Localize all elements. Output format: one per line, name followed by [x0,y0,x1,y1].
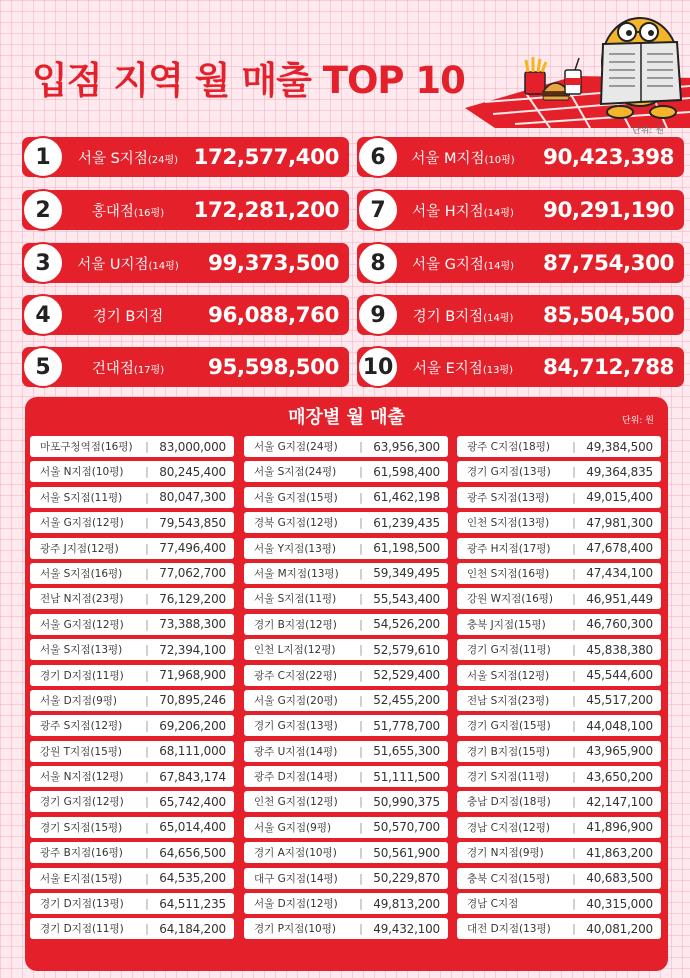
table-row [244,487,448,508]
table-row [30,817,234,838]
divider: | [145,795,149,809]
divider: | [572,820,576,834]
store-name: 서울 E지점(15평) [40,872,123,885]
divider: | [145,820,149,834]
store-name: 경북 G지점(12평) [254,517,338,530]
divider: | [359,795,363,809]
divider: | [359,592,363,606]
store-revenue: 83,000,000 [159,439,226,454]
rank-revenue: 99,373,500 [207,250,339,276]
store-revenue: 80,245,400 [159,464,226,479]
store-revenue: 51,655,300 [373,744,440,759]
divider: | [572,795,576,809]
table-row [457,893,661,914]
store-revenue: 43,965,900 [586,744,653,759]
table-row [244,690,448,711]
table-row [244,588,448,609]
divider: | [572,846,576,860]
store-name: 경기 D지점(13평) [40,898,124,911]
table-row [457,690,661,711]
table-row [457,817,661,838]
table-row [244,461,448,482]
store-name: 서울 N지점(12평) [40,771,124,784]
store-name: 서울 S지점(13평) [40,644,123,657]
store-revenue: 52,579,610 [373,642,440,657]
table-row [244,791,448,812]
store-name: 서울 G지점(15평) [254,491,338,504]
store-name: 광주 D지점(14평) [254,771,338,784]
store-name: 경기 P지점(10평) [254,923,336,936]
store-revenue: 51,111,500 [373,769,440,784]
divider: | [572,440,576,453]
store-revenue: 45,838,380 [586,642,653,657]
table-row [244,893,448,914]
divider: | [145,541,149,555]
store-name: 충남 D지점(18평) [467,796,551,809]
table-row [30,665,234,686]
rank-store-name: 건대점(17평) [91,360,165,377]
store-revenue: 40,081,200 [586,921,653,936]
store-name: 광주 C지점(22평) [254,669,337,682]
store-name: 전남 S지점(23평) [467,694,550,707]
rank-revenue: 95,598,500 [207,354,339,380]
store-name: 서울 S지점(16평) [40,567,123,580]
table-row [30,563,234,584]
rank-revenue: 90,423,398 [542,144,674,170]
divider: | [359,465,363,479]
table-row [457,842,661,863]
rank-badge: 1 [22,136,64,178]
store-name: 대전 D지점(13평) [467,923,551,936]
rank-badge: 3 [22,242,64,284]
rank-badge: 9 [357,294,399,336]
divider: | [572,490,576,504]
store-revenue: 49,813,200 [373,896,440,911]
store-name: 대구 G지점(14평) [254,872,338,885]
rank-badge: 5 [22,346,64,388]
table-row [244,868,448,889]
store-name: 경기 D지점(11평) [40,923,124,936]
table-row [244,842,448,863]
divider: | [145,490,149,504]
divider: | [572,617,576,631]
divider: | [359,846,363,860]
store-revenue: 41,896,900 [586,820,653,835]
table-row [244,817,448,838]
store-name: 마포구청역점(16평) [40,441,133,453]
divider: | [145,592,149,606]
divider: | [145,516,149,530]
store-name: 서울 M지점(13평) [254,567,339,580]
table-row [457,918,661,939]
top10-ranking [22,137,674,389]
page-title: 입점 지역 월 매출 TOP 10 [32,59,465,102]
table-row [30,538,234,559]
divider: | [359,922,363,936]
rank-revenue: 96,088,760 [207,302,339,328]
store-revenue: 50,990,375 [373,794,440,809]
store-name: 경기 S지점(15평) [40,821,123,834]
rank-store-name: 서울 S지점(24평) [77,150,179,167]
divider: | [359,897,363,911]
store-revenue: 61,598,400 [373,464,440,479]
divider: | [145,566,149,580]
divider: | [359,693,363,707]
divider: | [145,744,149,758]
rank-revenue: 84,712,788 [542,354,674,380]
store-name: 서울 G지점(24평) [254,441,338,453]
divider: | [572,465,576,479]
store-name: 서울 S지점(24평) [254,466,337,479]
table-row [457,868,661,889]
table-row [244,665,448,686]
store-revenue: 67,843,174 [159,769,226,784]
store-revenue: 64,511,235 [159,896,226,911]
divider: | [359,719,363,733]
store-revenue: 47,434,100 [586,566,653,581]
rank-store-name: 서울 U지점(14평) [77,256,179,273]
table-row [457,639,661,660]
store-revenue: 65,014,400 [159,820,226,835]
store-revenue: 51,778,700 [373,718,440,733]
table-row [30,741,234,762]
store-revenue: 44,048,100 [586,718,653,733]
revenue-column [244,436,448,944]
table-row [30,791,234,812]
store-revenue: 64,535,200 [159,871,226,886]
table-row [244,538,448,559]
divider: | [572,592,576,606]
table-row [244,766,448,787]
divider: | [572,541,576,555]
divider: | [359,668,363,682]
divider: | [572,566,576,580]
store-name: 전남 N지점(23평) [40,593,124,606]
store-name: 광주 S지점(13평) [467,491,550,504]
divider: | [359,617,363,631]
store-name: 강원 T지점(15평) [40,745,123,758]
store-name: 서울 S지점(11평) [254,593,337,606]
store-revenue: 46,760,300 [586,617,653,632]
rank-card [22,243,349,283]
store-name: 경기 B지점(12평) [254,618,337,631]
divider: | [145,770,149,784]
store-revenue: 40,315,000 [586,896,653,911]
rank-revenue: 172,281,200 [193,197,339,223]
store-revenue: 42,147,100 [586,794,653,809]
divider: | [572,770,576,784]
store-name: 인천 L지점(12평) [254,644,336,657]
divider: | [572,744,576,758]
rank-card [357,347,684,387]
store-name: 충북 J지점(15평) [467,618,546,631]
store-revenue: 63,956,300 [373,439,440,454]
table-row [30,639,234,660]
rank-store-name: 경기 B지점 [92,308,164,325]
store-revenue: 76,129,200 [159,591,226,606]
table-row [244,512,448,533]
rank-card [357,137,684,177]
revenue-column [457,436,661,944]
rank-card [357,243,684,283]
table-row [244,741,448,762]
unit-label: 단위: 원 [632,126,664,136]
table-row [457,614,661,635]
store-name: 광주 C지점(18평) [467,441,550,453]
divider: | [145,871,149,885]
store-name: 서울 G지점(9평) [254,821,332,834]
table-row [30,436,234,457]
table-row [457,487,661,508]
table-row [457,715,661,736]
divider: | [145,617,149,631]
table-row [30,512,234,533]
table-row [30,842,234,863]
table-row [244,436,448,457]
divider: | [145,922,149,936]
rank-card [357,190,684,230]
divider: | [359,541,363,555]
rank-badge: 8 [357,242,399,284]
table-row [457,741,661,762]
table-row [457,512,661,533]
mascot-reading-newspaper-illustration [455,0,690,128]
store-revenue: 47,981,300 [586,515,653,530]
store-revenue: 80,047,300 [159,490,226,505]
store-revenue: 41,863,200 [586,845,653,860]
divider: | [359,643,363,657]
divider: | [145,668,149,682]
rank-badge: 7 [357,189,399,231]
store-revenue: 49,432,100 [373,921,440,936]
rank-store-name: 서울 E지점(13평) [413,360,513,377]
store-revenue: 47,678,400 [586,541,653,556]
store-name: 경기 A지점(10평) [254,847,337,860]
divider: | [572,719,576,733]
store-name: 인천 G지점(12평) [254,796,338,809]
table-row [30,487,234,508]
store-revenue: 65,742,400 [159,794,226,809]
divider: | [359,566,363,580]
store-revenue: 50,561,900 [373,845,440,860]
store-revenue: 61,239,435 [373,515,440,530]
divider: | [145,846,149,860]
divider: | [359,490,363,504]
rank-store-name: 서울 M지점(10평) [411,150,515,167]
store-revenue: 71,968,900 [159,668,226,683]
divider: | [572,643,576,657]
store-name: 서울 G지점(12평) [40,618,124,631]
rank-revenue: 85,504,500 [542,302,674,328]
rank-revenue: 172,577,400 [193,144,339,170]
store-revenue: 64,184,200 [159,921,226,936]
panel-unit-label: 단위: 원 [622,416,654,426]
divider: | [145,465,149,479]
table-row [244,918,448,939]
store-revenue: 40,683,500 [586,871,653,886]
store-revenue: 61,198,500 [373,541,440,556]
divider: | [359,820,363,834]
divider: | [145,693,149,707]
table-row [457,791,661,812]
store-revenue: 46,951,449 [586,591,653,606]
store-name: 경기 S지점(11평) [467,771,550,784]
store-revenue: 52,455,200 [373,693,440,708]
rank-card [22,295,349,335]
rank-badge: 10 [357,346,399,388]
table-row [457,588,661,609]
store-name: 경기 B지점(15평) [467,745,550,758]
revenue-column [30,436,234,944]
store-name: 서울 G지점(12평) [40,517,124,530]
divider: | [572,871,576,885]
divider: | [572,516,576,530]
store-name: 서울 N지점(10평) [40,466,124,479]
store-revenue: 50,229,870 [373,871,440,886]
store-name: 서울 D지점(9평) [40,694,118,707]
table-row [457,766,661,787]
store-revenue-panel [25,397,668,971]
table-row [457,436,661,457]
rank-store-name: 홍대점(16평) [91,203,165,220]
store-revenue: 61,462,198 [373,490,440,505]
store-revenue: 72,394,100 [159,642,226,657]
table-row [30,766,234,787]
rank-card [22,190,349,230]
store-revenue: 52,529,400 [373,668,440,683]
rank-revenue: 87,754,300 [542,250,674,276]
rank-card [357,295,684,335]
store-name: 서울 G지점(20평) [254,694,338,707]
table-row [30,614,234,635]
rank-badge: 2 [22,189,64,231]
table-row [30,588,234,609]
store-revenue: 45,517,200 [586,693,653,708]
divider: | [572,693,576,707]
store-revenue: 69,206,200 [159,718,226,733]
store-name: 광주 H지점(17평) [467,542,551,555]
table-row [457,665,661,686]
table-row [244,715,448,736]
table-row [244,639,448,660]
store-name: 인천 S지점(16평) [467,567,550,580]
table-row [30,690,234,711]
store-revenue: 68,111,000 [159,744,226,759]
store-revenue: 70,895,246 [159,693,226,708]
store-revenue: 77,496,400 [159,541,226,556]
store-revenue: 43,650,200 [586,769,653,784]
store-name: 경기 G지점(13평) [254,720,338,733]
divider: | [359,440,363,453]
store-revenue: 49,384,500 [586,439,653,454]
divider: | [145,719,149,733]
table-row [30,461,234,482]
divider: | [572,922,576,936]
store-revenue: 54,526,200 [373,617,440,632]
store-name: 경기 G지점(11평) [467,644,551,657]
store-revenue: 73,388,300 [159,617,226,632]
divider: | [145,897,149,911]
store-name: 경기 G지점(12평) [40,796,124,809]
store-name: 경기 N지점(9평) [467,847,544,860]
divider: | [359,744,363,758]
rank-card [22,137,349,177]
store-name: 서울 S지점(12평) [467,669,550,682]
rank-card [22,347,349,387]
store-revenue: 77,062,700 [159,566,226,581]
store-revenue: 55,543,400 [373,591,440,606]
table-row [30,868,234,889]
store-name: 경남 C지점 [467,898,519,911]
divider: | [572,668,576,682]
divider: | [359,516,363,530]
store-name: 서울 Y지점(13평) [254,542,337,555]
store-name: 서울 S지점(11평) [40,491,123,504]
store-name: 광주 J지점(12평) [40,542,119,555]
store-name: 경기 D지점(11평) [40,669,124,682]
store-name: 충북 C지점(15평) [467,872,550,885]
store-name: 경남 C지점(12평) [467,821,550,834]
divider: | [572,897,576,911]
store-name: 광주 S지점(12평) [40,720,123,733]
rank-revenue: 90,291,190 [542,197,674,223]
table-row [244,614,448,635]
rank-store-name: 서울 G지점(14평) [411,256,515,273]
rank-store-name: 서울 H지점(14평) [412,203,514,220]
rank-badge: 4 [22,294,64,336]
store-name: 강원 W지점(16평) [467,593,553,606]
table-row [30,918,234,939]
store-revenue: 49,015,400 [586,490,653,505]
table-row [457,563,661,584]
store-name: 경기 G지점(15평) [467,720,551,733]
store-name: 인천 S지점(13평) [467,517,550,530]
store-revenue: 79,543,850 [159,515,226,530]
store-revenue: 64,656,500 [159,845,226,860]
divider: | [145,440,149,453]
table-row [457,461,661,482]
store-revenue: 49,364,835 [586,464,653,479]
store-revenue: 50,570,700 [373,820,440,835]
store-revenue: 45,544,600 [586,668,653,683]
store-name: 경기 G지점(13평) [467,466,551,479]
store-name: 서울 D지점(12평) [254,898,338,911]
divider: | [359,871,363,885]
rank-store-name: 경기 B지점(14평) [412,308,514,325]
table-row [457,538,661,559]
divider: | [359,770,363,784]
store-name: 광주 U지점(14평) [254,745,338,758]
rank-badge: 6 [357,136,399,178]
table-row [244,563,448,584]
table-row [30,715,234,736]
table-row [30,893,234,914]
divider: | [145,643,149,657]
store-name: 광주 B지점(16평) [40,847,123,860]
panel-title: 매장별 월 매출 [288,407,405,428]
store-revenue: 59,349,495 [373,566,440,581]
